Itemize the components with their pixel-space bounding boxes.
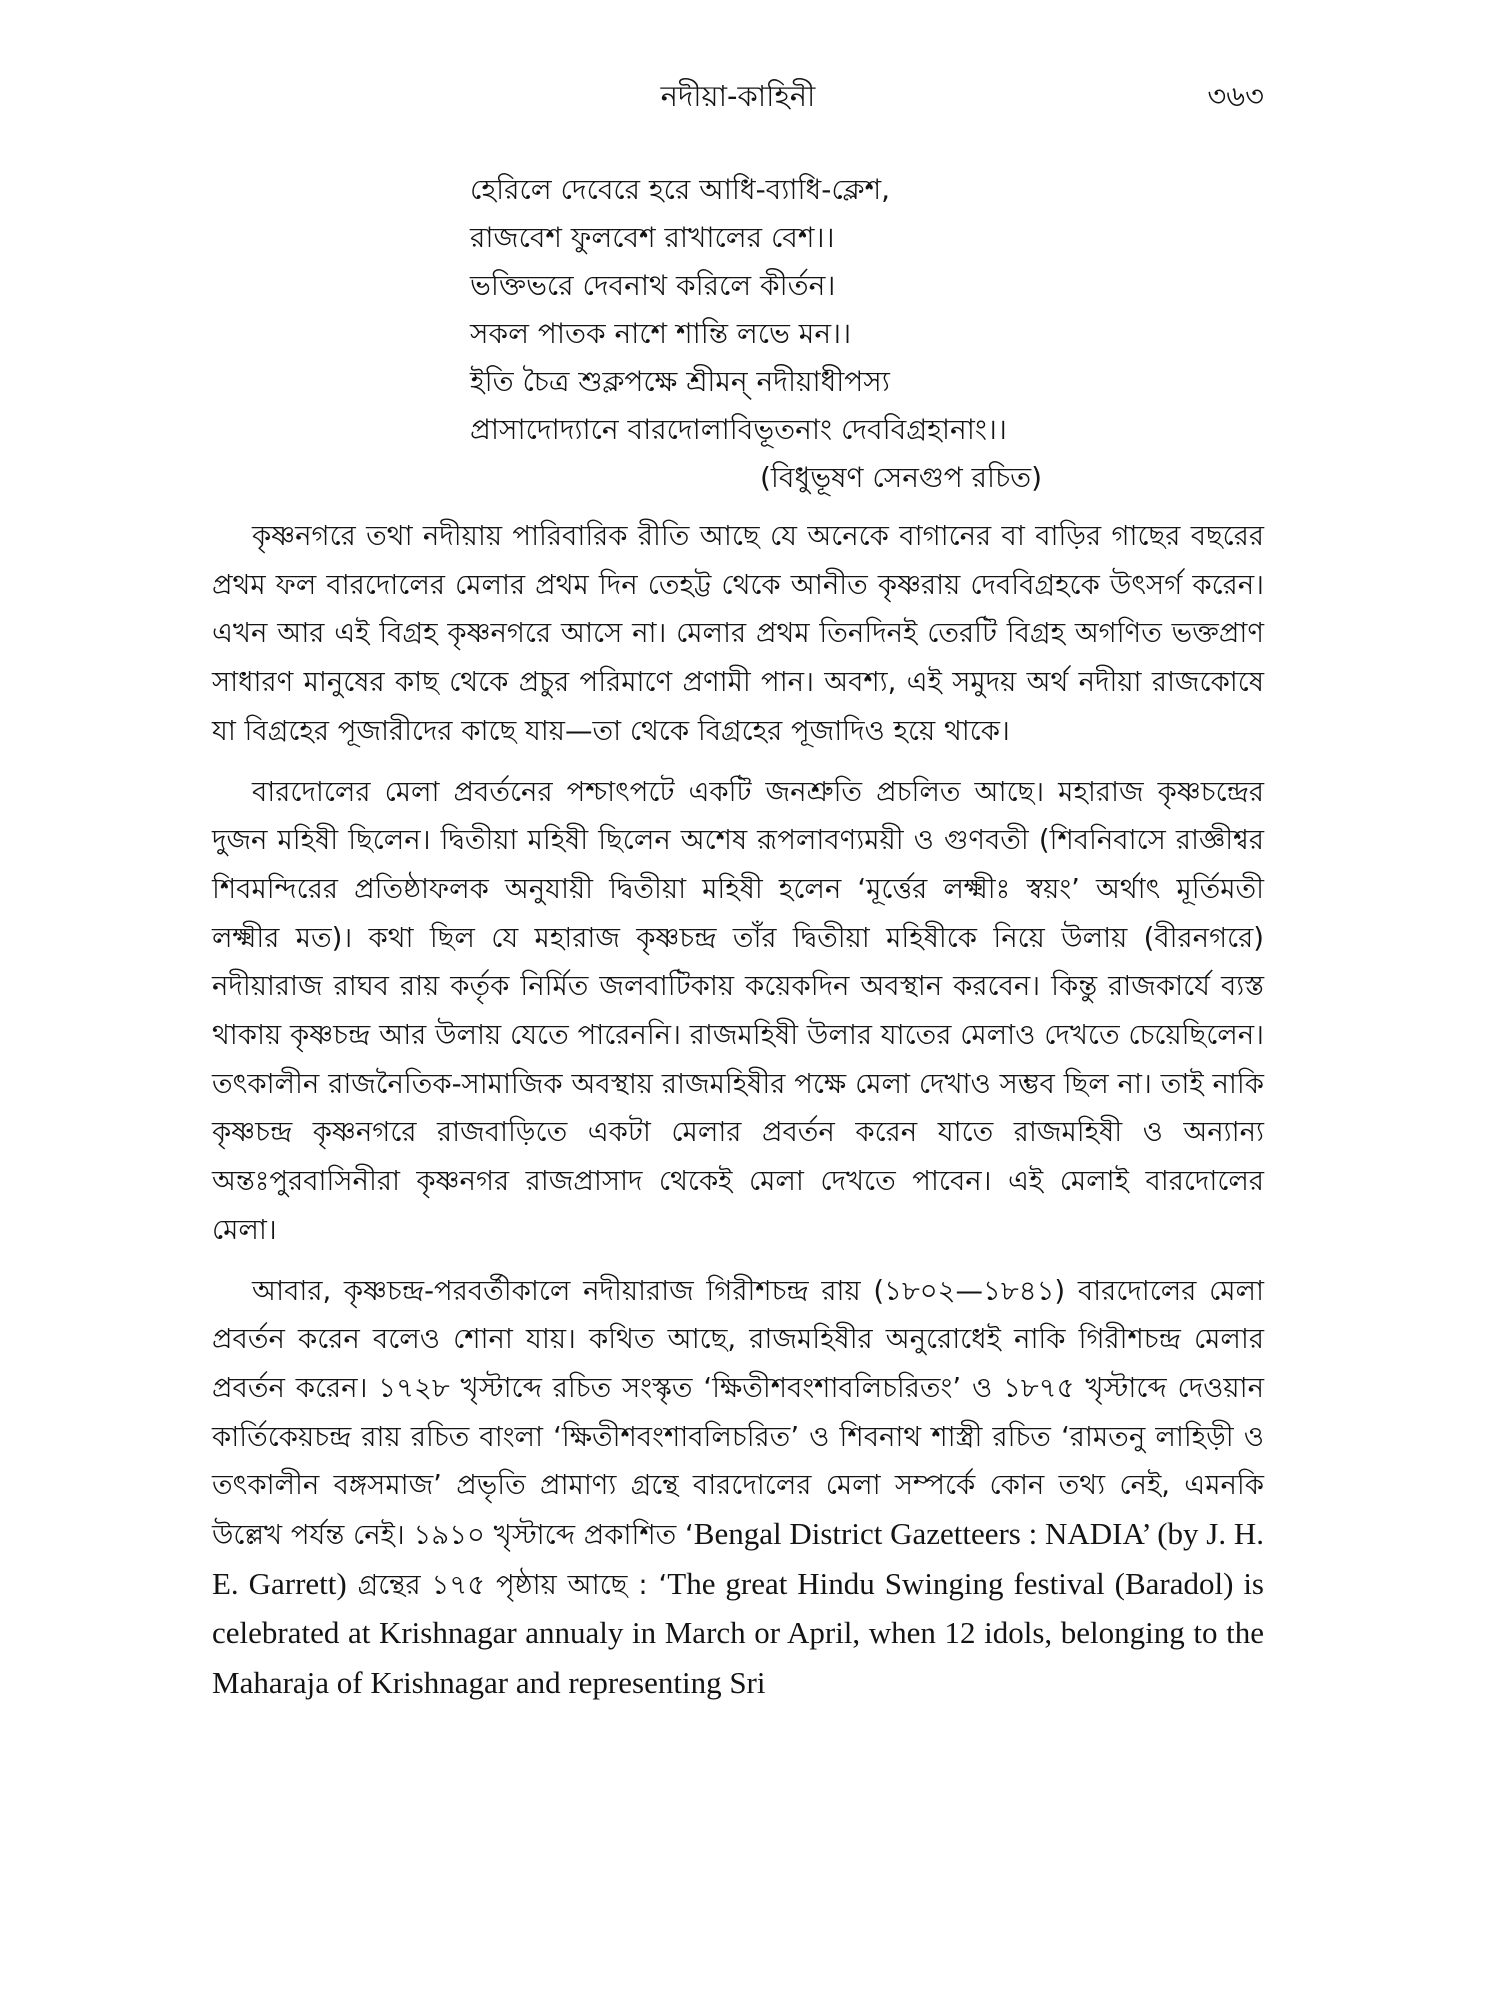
running-title: নদীয়া-কাহিনী	[660, 79, 816, 113]
english-text-segment: Bengal District Gazetteers : NADIA’ (by J. H. E. Garrett)	[212, 1516, 1264, 1601]
paragraph: কৃষ্ণনগরে তথা নদীয়ায় পারিবারিক রীতি আছে যে অনেকে বাগানের বা বাড়ির গাছের বছরের প্রথম ফল বারদোলের মেলার প্রথম দিন তেহট্ট থেকে আনীত কৃষ্ণরায় দেববিগ্রহকে উৎসর্গ করেন। এখন আর এই বিগ্রহ কৃষ্ণনগরে আসে না। মেলার প্রথম তিনদিনই তেরটি বিগ্রহ অগণিত ভক্তপ্রাণ সাধারণ মানুষের কাছ থেকে প্রচুর পরিমাণে প্রণামী পান। অবশ্য, এই সমুদয় অর্থ নদীয়া রাজকোষে যা বিগ্রহের পূজারীদের কাছে যায়—তা থেকে বিগ্রহের পূজাদিও হয়ে থাকে।	[212, 520, 1264, 747]
verse-line: ভক্তিভরে দেবনাথ করিলে কীর্তন।	[470, 269, 836, 302]
paragraph: আবার, কৃষ্ণচন্দ্র-পরবর্তীকালে নদীয়ারাজ গিরীশচন্দ্র রায় (১৮০২—১৮৪১) বারদোলের মেলা প্রবর্তন করেন বলেও শোনা যায়। কথিত আছে, রাজমহিষীর অনুরোধেই নাকি গিরীশচন্দ্র মেলার প্রবর্তন করেন। ১৭২৮ খৃস্টাব্দে রচিত সংস্কৃত ‘ক্ষিতীশবংশাবলিচরিতং’ ও ১৮৭৫ খৃস্টাব্দে দেওয়ান কার্তিকেয়চন্দ্র রায় রচিত বাংলা ‘ক্ষিতীশবংশাবলিচরিত’ ও শিবনাথ শাস্ত্রী রচিত ‘রামতনু লাহিড়ী ও তৎকালীন বঙ্গসমাজ’ প্রভৃতি প্রামাণ্য গ্রন্থে বারদোলের মেলা সম্পর্কে কোন তথ্য নেই, এমনকি উল্লেখ পর্যন্ত নেই। ১৯১০ খৃস্টাব্দে প্রকাশিত ‘Bengal District Gazetteers : NADIA’ (by J. H. E. Garrett) গ্রন্থের ১৭৫ পৃষ্ঠায় আছে : ‘The great Hindu Swinging festival (Baradol) is celebrated at Krishnagar annualy in March or April, when 12 idols, belonging to the Maharaja of Krishnagar and representing Sri	[212, 1274, 1264, 1701]
page-number: ৩৬৩	[1207, 79, 1264, 113]
verse-line: প্রাসাদোদ্যানে বারদোলাবিভূতনাং দেববিগ্রহানাং।।	[470, 413, 1007, 446]
verse-block	[470, 166, 1270, 454]
verse-line: হেরিলে দেবেরে হরে আধি-ব্যাধি-ক্লেশ,	[470, 173, 891, 206]
verse-credit: (বিধুভূষণ সেনগুপ রচিত)	[760, 461, 1043, 494]
body-text	[212, 512, 1264, 1721]
verse-line: ইতি চৈত্র শুক্লপক্ষে শ্রীমন্‌ নদীয়াধীপস্য	[470, 365, 890, 398]
verse-line: সকল পাতক নাশে শান্তি লভে মন।।	[470, 317, 852, 350]
verse-line: রাজবেশ ফুলবেশ রাখালের বেশ।।	[470, 221, 835, 254]
running-header	[212, 72, 1264, 120]
paragraph: বারদোলের মেলা প্রবর্তনের পশ্চাৎপটে একটি জনশ্রুতি প্রচলিত আছে। মহারাজ কৃষ্ণচন্দ্রের দুজন মহিষী ছিলেন। দ্বিতীয়া মহিষী ছিলেন অশেষ রূপলাবণ্যময়ী ও গুণবতী (শিবনিবাসে রাজ্ঞীশ্বর শিবমন্দিরের প্রতিষ্ঠাফলক অনুযায়ী দ্বিতীয়া মহিষী হলেন ‘মূর্ত্তের লক্ষ্মীঃ স্বয়ং’ অর্থাৎ মূর্তিমতী লক্ষ্মীর মত)। কথা ছিল যে মহারাজ কৃষ্ণচন্দ্র তাঁর দ্বিতীয়া মহিষীকে নিয়ে উলায় (বীরনগরে) নদীয়ারাজ রাঘব রায় কর্তৃক নির্মিত জলবাটিকায় কয়েকদিন অবস্থান করবেন। কিন্তু রাজকার্যে ব্যস্ত থাকায় কৃষ্ণচন্দ্র আর উলায় যেতে পারেননি। রাজমহিষী উলার যাতের মেলাও দেখতে চেয়েছিলেন। তৎকালীন রাজনৈতিক-সামাজিক অবস্থায় রাজমহিষীর পক্ষে মেলা দেখাও সম্ভব ছিল না। তাই নাকি কৃষ্ণচন্দ্র কৃষ্ণনগরে রাজবাড়িতে একটা মেলার প্রবর্তন করেন যাতে রাজমহিষী ও অন্যান্য অন্তঃপুরবাসিনীরা কৃষ্ণনগর রাজপ্রাসাদ থেকেই মেলা দেখতে পাবেন। এই মেলাই বারদোলের মেলা।	[212, 775, 1264, 1246]
english-text-segment: The great Hindu Swinging festival (Baradol) is celebrated at Krishnagar annualy in March or April, when 12 idols, belonging to the Maharaja of Krishnagar and representing Sri	[212, 1565, 1264, 1701]
